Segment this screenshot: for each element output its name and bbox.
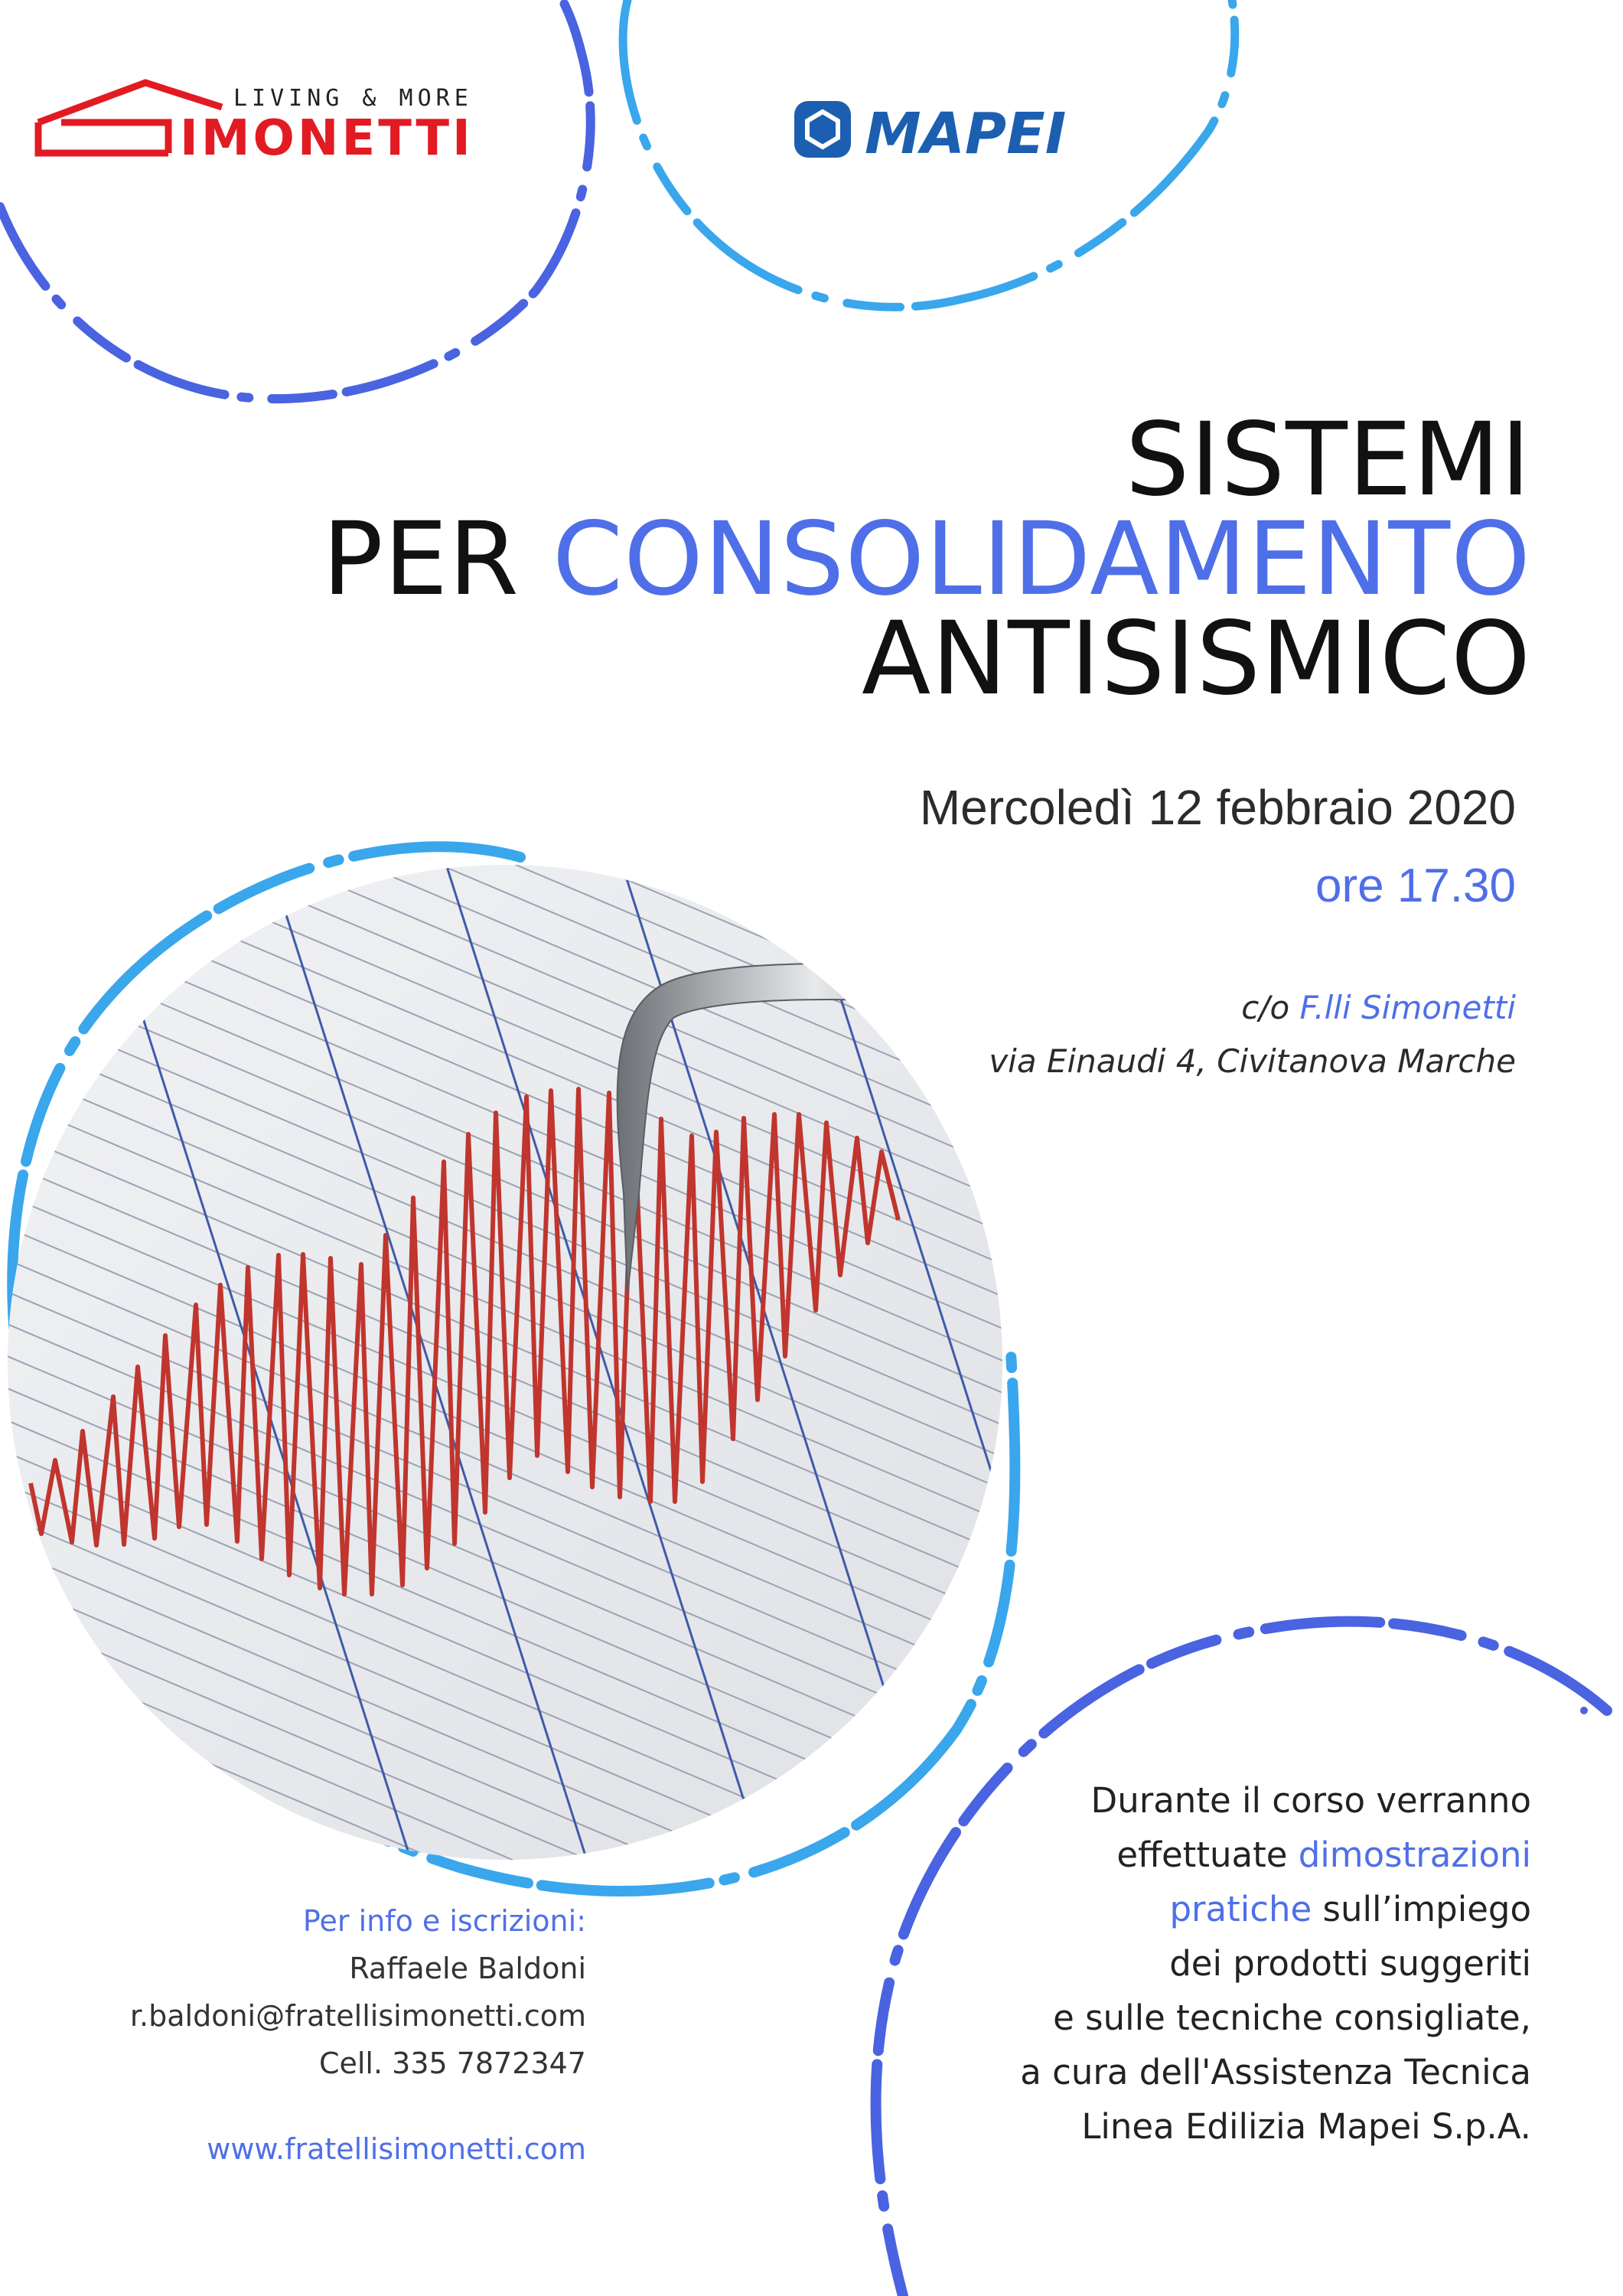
- headline-accent: CONSOLIDAMENTO: [552, 501, 1531, 618]
- event-address: via Einaudi 4, Civitanova Marche: [989, 1042, 1516, 1080]
- website-link[interactable]: www.fratellisimonetti.com: [207, 2132, 586, 2166]
- event-date: Mercoledì 12 febbraio 2020: [919, 780, 1516, 835]
- event-time: ore 17.30: [1315, 859, 1516, 912]
- venue-name: F.lli Simonetti: [1299, 989, 1516, 1026]
- simonetti-wordmark: IMONETTI: [180, 110, 474, 161]
- contact-phone: Cell. 335 7872347: [318, 2047, 586, 2080]
- description-line: effettuate dimostrazioni: [1116, 1835, 1531, 1875]
- description-line: pratiche sull’impiego: [1169, 1889, 1531, 1929]
- paper-grid-line: [0, 2060, 1010, 2296]
- paper-grid-line: [0, 2157, 1010, 2296]
- headline-line-2: PER CONSOLIDAMENTO: [322, 501, 1531, 618]
- simonetti-tagline: LIVING & MORE: [233, 85, 473, 112]
- contact-email[interactable]: r.baldoni@fratellisimonetti.com: [129, 1999, 586, 2033]
- description-line: dei prodotti suggeriti: [1169, 1943, 1531, 1984]
- description-line: a cura dell'Assistenza Tecnica: [1020, 2052, 1531, 2092]
- simonetti-logo: [31, 77, 543, 161]
- contact-heading: Per info e iscrizioni:: [302, 1904, 586, 1938]
- description-line: Durante il corso verranno: [1090, 1780, 1531, 1821]
- mapei-logo: [788, 90, 1079, 167]
- event-venue: c/o F.lli Simonetti: [1241, 989, 1516, 1026]
- description-line: Linea Edilizia Mapei S.p.A.: [1081, 2106, 1531, 2147]
- headline-line-3: ANTISISMICO: [862, 600, 1531, 718]
- description-line: e sulle tecniche consigliate,: [1053, 1998, 1531, 2038]
- mapei-wordmark: MAPEI: [865, 101, 1067, 167]
- headline-line-1: SISTEMI: [1125, 401, 1531, 519]
- contact-name: Raffaele Baldoni: [349, 1952, 586, 1985]
